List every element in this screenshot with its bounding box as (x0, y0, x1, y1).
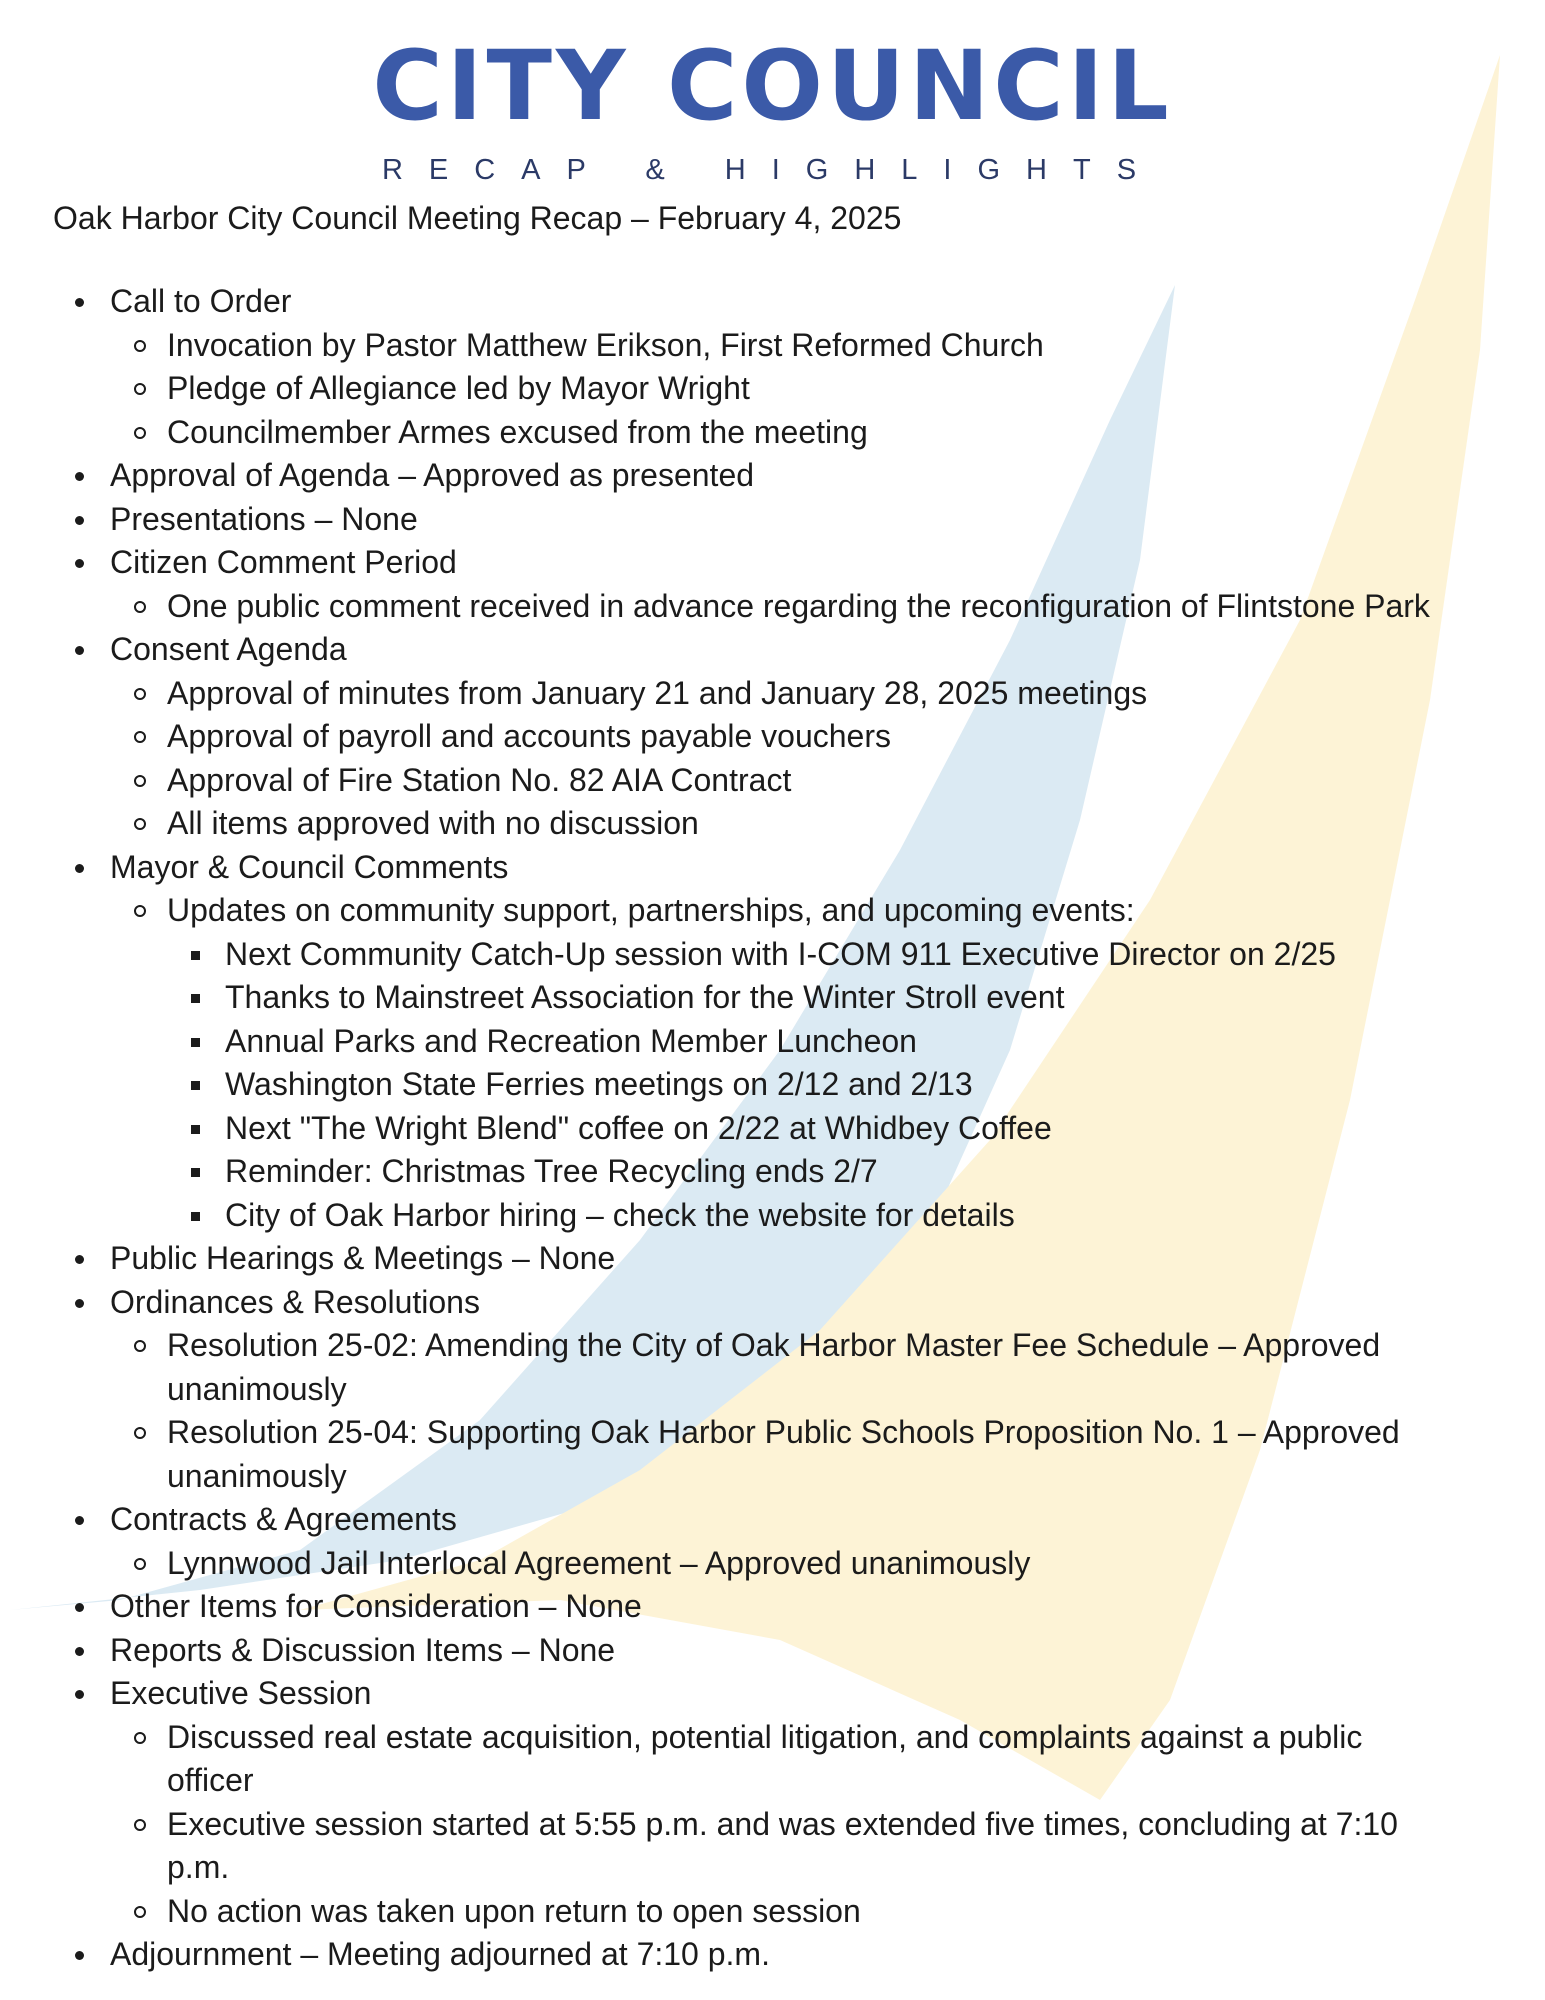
agenda-subitem (0, 1846, 1545, 1890)
disc-bullet-icon (75, 1299, 84, 1308)
circle-bullet-icon (134, 1427, 146, 1439)
circle-bullet-icon (134, 1732, 146, 1744)
agenda-item-text: Approval of minutes from January 21 and January 28, 2025 meetings (167, 674, 1148, 711)
circle-bullet-icon (134, 1819, 146, 1831)
agenda-item (0, 1281, 1545, 1325)
circle-bullet-icon (134, 601, 146, 613)
agenda-item (0, 1672, 1545, 1716)
agenda-subitem (0, 324, 1545, 368)
circle-bullet-icon (134, 731, 146, 743)
agenda-item (0, 541, 1545, 585)
agenda-subitem (0, 1759, 1545, 1803)
agenda-subitem (0, 672, 1545, 716)
disc-bullet-icon (75, 298, 84, 307)
agenda-item-text: Mayor & Council Comments (110, 848, 509, 885)
circle-bullet-icon (134, 818, 146, 830)
agenda-subitem (0, 889, 1545, 933)
agenda-subitem (0, 1542, 1545, 1586)
agenda-item-text: One public comment received in advance regarding the reconfiguration of Flintstone Park (167, 587, 1430, 624)
agenda-item-text: Contracts & Agreements (110, 1501, 457, 1537)
agenda-item-text: Discussed real estate acquisition, potential litigation, and complaints against a public (167, 1718, 1363, 1755)
agenda-item-text: Approval of Fire Station No. 82 AIA Contract (167, 761, 792, 798)
circle-bullet-icon (134, 427, 146, 439)
agenda-item-text: Executive session started at 5:55 p.m. and was extended five times, concluding at 7:10 (167, 1805, 1398, 1842)
agenda-subitem (0, 1890, 1545, 1934)
agenda-item-text: officer (167, 1762, 254, 1798)
disc-bullet-icon (75, 1951, 84, 1960)
agenda-item-text: Call to Order (110, 283, 292, 319)
disc-bullet-icon (75, 864, 84, 873)
square-bullet-icon (191, 1125, 200, 1134)
agenda-item-text: Invocation by Pastor Matthew Erikson, First Reformed Church (167, 326, 1044, 363)
agenda-item (0, 1237, 1545, 1281)
agenda-subitem (0, 802, 1545, 846)
agenda-item-text: Executive Session (110, 1675, 372, 1711)
agenda-item-text: Reports & Discussion Items – None (110, 1631, 616, 1668)
disc-bullet-icon (75, 516, 84, 525)
agenda-item-text: Approval of payroll and accounts payable vouchers (167, 718, 891, 754)
agenda-item-text: Other Items for Consideration – None (110, 1588, 642, 1624)
agenda-item-text: City of Oak Harbor hiring – check the website for details (225, 1196, 1015, 1233)
agenda-subitem (0, 1455, 1545, 1499)
page-title: CITY COUNCIL (372, 30, 1173, 142)
agenda-item (0, 1629, 1545, 1673)
disc-bullet-icon (75, 1647, 84, 1656)
circle-bullet-icon (134, 383, 146, 395)
agenda-item (0, 1498, 1545, 1542)
agenda-item-text: Annual Parks and Recreation Member Luncheon (225, 1022, 917, 1059)
agenda-item-text: Thanks to Mainstreet Association for the Winter Stroll event (225, 979, 1065, 1015)
agenda-item-text: Public Hearings & Meetings – None (110, 1240, 616, 1276)
disc-bullet-icon (75, 1690, 84, 1699)
circle-bullet-icon (134, 905, 146, 917)
agenda-subitem (0, 1411, 1545, 1455)
agenda-subitem (0, 715, 1545, 759)
agenda-subsubitem (0, 1150, 1545, 1194)
circle-bullet-icon (134, 1906, 146, 1918)
agenda-item-text: Adjournment – Meeting adjourned at 7:10 p.m. (110, 1936, 770, 1972)
agenda-item-text: No action was taken upon return to open session (167, 1892, 861, 1929)
disc-bullet-icon (75, 559, 84, 568)
agenda-item-text: Ordinances & Resolutions (110, 1283, 480, 1320)
disc-bullet-icon (75, 472, 84, 481)
agenda-item (0, 280, 1545, 324)
agenda-subitem (0, 1368, 1545, 1412)
agenda-item-text: All items approved with no discussion (167, 805, 699, 841)
disc-bullet-icon (75, 646, 84, 655)
circle-bullet-icon (134, 775, 146, 787)
agenda-subitem (0, 1716, 1545, 1760)
agenda-item-text: Councilmember Armes excused from the meeting (167, 413, 868, 450)
circle-bullet-icon (134, 340, 146, 352)
agenda-item-text: Washington State Ferries meetings on 2/12 and 2/13 (225, 1066, 973, 1102)
agenda-item-text: Resolution 25-02: Amending the City of Oak Harbor Master Fee Schedule – Approved (167, 1327, 1381, 1363)
square-bullet-icon (191, 1038, 200, 1047)
agenda-subitem (0, 1324, 1545, 1368)
agenda-item-text: Approval of Agenda – Approved as presented (110, 457, 755, 493)
square-bullet-icon (191, 1081, 200, 1090)
square-bullet-icon (191, 1168, 200, 1177)
agenda-subsubitem (0, 1107, 1545, 1151)
agenda-subsubitem (0, 1194, 1545, 1238)
circle-bullet-icon (134, 1340, 146, 1352)
square-bullet-icon (191, 951, 200, 960)
agenda-item-text: Next "The Wright Blend" coffee on 2/22 at Whidbey Coffee (225, 1109, 1052, 1146)
agenda-item-text: p.m. (167, 1849, 230, 1885)
square-bullet-icon (191, 994, 200, 1003)
agenda-subsubitem (0, 976, 1545, 1020)
agenda-item-text: unanimously (167, 1370, 347, 1407)
agenda-item-text: Presentations – None (110, 500, 418, 537)
circle-bullet-icon (134, 688, 146, 700)
meeting-title: Oak Harbor City Council Meeting Recap – February 4, 2025 (53, 200, 902, 236)
agenda-item-text: Citizen Comment Period (110, 544, 457, 580)
agenda-subitem (0, 411, 1545, 455)
agenda-item (0, 1933, 1545, 1977)
agenda-list (0, 280, 1545, 1977)
agenda-item (0, 498, 1545, 542)
circle-bullet-icon (134, 1558, 146, 1570)
agenda-item-text: Reminder: Christmas Tree Recycling ends 2/7 (225, 1153, 878, 1189)
agenda-subsubitem (0, 1020, 1545, 1064)
square-bullet-icon (191, 1212, 200, 1221)
disc-bullet-icon (75, 1603, 84, 1612)
agenda-item-text: Next Community Catch-Up session with I-COM 911 Executive Director on 2/25 (225, 935, 1336, 972)
agenda-subitem (0, 759, 1545, 803)
disc-bullet-icon (75, 1255, 84, 1264)
agenda-item-text: Lynnwood Jail Interlocal Agreement – Approved unanimously (167, 1544, 1031, 1581)
agenda-item (0, 454, 1545, 498)
disc-bullet-icon (75, 1516, 84, 1525)
agenda-item-text: Consent Agenda (110, 631, 347, 667)
agenda-subsubitem (0, 933, 1545, 977)
agenda-item-text: Resolution 25-04: Supporting Oak Harbor Public Schools Proposition No. 1 – Approved (167, 1414, 1400, 1450)
page-subtitle: RECAP & HIGHLIGHTS (381, 154, 1163, 186)
agenda-item (0, 846, 1545, 890)
agenda-item-text: unanimously (167, 1457, 347, 1494)
agenda-item-text: Updates on community support, partnerships, and upcoming events: (167, 892, 1135, 928)
agenda-subsubitem (0, 1063, 1545, 1107)
agenda-item-text: Pledge of Allegiance led by Mayor Wright (167, 370, 750, 406)
agenda-subitem (0, 1803, 1545, 1847)
agenda-item (0, 628, 1545, 672)
agenda-subitem (0, 585, 1545, 629)
agenda-item (0, 1585, 1545, 1629)
agenda-subitem (0, 367, 1545, 411)
